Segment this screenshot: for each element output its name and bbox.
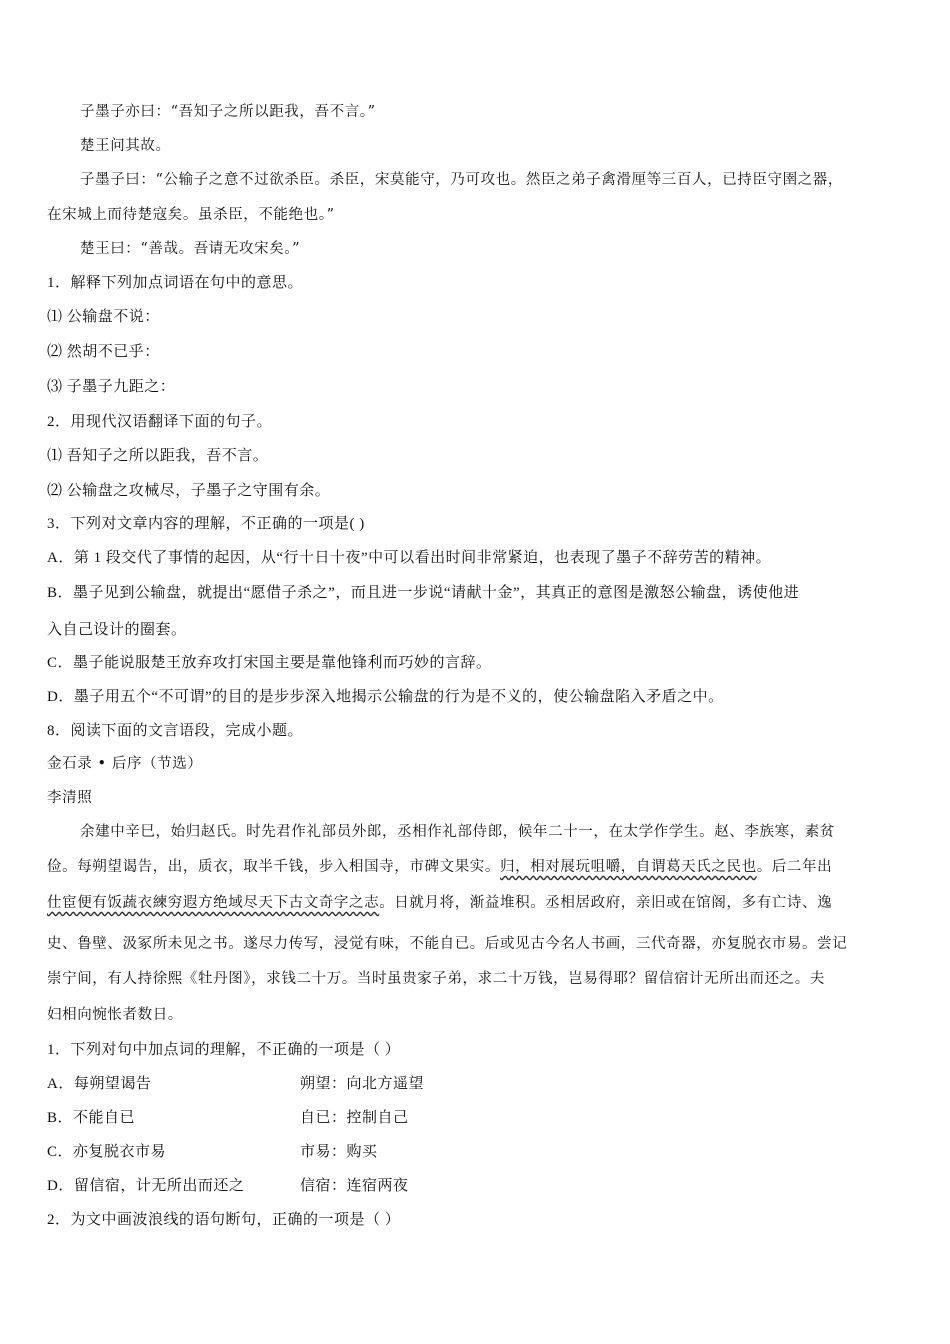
passage-line-2	[47, 856, 832, 878]
passage-line-2-end: 。后二年出	[756, 859, 833, 875]
question-1-item-2: ⑵ 然胡不已乎：	[47, 344, 160, 360]
sub-question-1-title: 1．下列对句中加点词的理解，不正确的一项是（ ）	[47, 1042, 401, 1058]
passage-line-6: 妇相向惋怅者数日。	[47, 1007, 183, 1023]
question-3-option-b-line-1: B．墨子见到公输盘，就提出“愿借子杀之”，而且进一步说“请献十金”，其真正的意图是激怒公输盘，诱使他进	[47, 585, 800, 601]
dialogue-line-4: 在宋城上而待楚寇矣。虽杀臣，不能绝也。”	[47, 207, 335, 223]
sub-question-1-option-d-left: D．留信宿，计无所出而还之	[47, 1178, 245, 1194]
sub-question-1-option-b-left: B．不能自已	[47, 1110, 136, 1126]
question-1-item-3: ⑶ 子墨子九距之：	[47, 379, 176, 395]
question-1-item-1: ⑴ 公输盘不说：	[47, 309, 160, 325]
sub-question-1-option-c-right: 市易：购买	[300, 1144, 378, 1160]
sub-question-2-title: 2．为文中画波浪线的语句断句，正确的一项是（ ）	[47, 1212, 401, 1228]
question-3-title: 3．下列对文章内容的理解，不正确的一项是( )	[47, 516, 365, 532]
question-3-option-b-line-2: 入自己设计的圈套。	[47, 622, 187, 638]
question-3-option-a: A．第 1 段交代了事情的起因，从“行十日十夜”中可以看出时间非常紧迫，也表现了墨子不辞劳苦的精神。	[47, 550, 772, 566]
question-2-item-2: ⑵ 公输盘之攻械尽，子墨子之守围有余。	[47, 483, 331, 499]
question-1-title: 1．解释下列加点词语在句中的意思。	[47, 275, 304, 291]
dialogue-line-2: 楚王问其故。	[80, 138, 171, 154]
passage-line-3	[47, 892, 832, 914]
passage-line-2-start: 俭。每朔望谒告，出，质衣，取半千钱，步入相国寺，市碑文果实。	[47, 859, 500, 875]
question-3-option-d: D．墨子用五个“不可谓”的目的是步步深入地揭示公输盘的行为是不义的，使公输盘陷入矛盾之中。	[47, 689, 724, 705]
sub-question-1-option-b-right: 自已：控制自己	[300, 1110, 409, 1126]
dialogue-line-1: 子墨子亦曰：“吾知子之所以距我，吾不言。”	[80, 104, 376, 120]
sub-question-1-option-a-left: A．每朔望谒告	[47, 1076, 152, 1092]
sub-question-1-option-a-right: 朔望：向北方遥望	[300, 1076, 425, 1092]
sub-question-1-option-d-right: 信宿：连宿两夜	[300, 1178, 409, 1194]
wavy-underlined-sentence-part-2: 仕宦便有饭蔬衣練穷遐方绝域尽天下古文奇字之志	[47, 895, 380, 911]
question-2-item-1: ⑴ 吾知子之所以距我，吾不言。	[47, 448, 269, 464]
passage-line-1: 余建中辛巳，始归赵氏。时先君作礼部员外郎，丞相作礼部侍郎，候年二十一，在太学作学生。赵、李族寒，素贫	[80, 824, 835, 840]
passage-line-5: 崇宁间，有人持徐熙《牡丹图》，求钱二十万。当时虽贵家子弟，求二十万钱，岂易得耶？留信宿计无所出而还之。夫	[47, 971, 825, 987]
question-8-title: 8．阅读下面的文言语段，完成小题。	[47, 723, 304, 739]
passage-line-4: 史、鲁壁、汲冢所未见之书。遂尽力传写，浸觉有味，不能自已。后或见古今名人书画，三代奇器，亦复脱衣市易。尝记	[47, 936, 848, 952]
work-title: 金石录 • 后序（节选）	[47, 756, 203, 772]
sub-question-1-option-c-left: C．亦复脱衣市易	[47, 1144, 167, 1160]
passage-line-3-end: 。日就月将，渐益堆积。丞相居政府，亲旧或在馆阁，多有亡诗、逸	[379, 895, 833, 911]
dialogue-line-3: 子墨子曰：“公输子之意不过欲杀臣。杀臣，宋莫能守，乃可攻也。然臣之弟子禽滑厘等三百人，已持臣守圉之器，	[80, 172, 844, 188]
wavy-underlined-sentence-part-1: 归，相对展玩咀嚼，自谓葛天氏之民也	[500, 859, 757, 875]
author: 李清照	[47, 790, 93, 806]
question-2-title: 2．用现代汉语翻译下面的句子。	[47, 414, 273, 430]
dialogue-line-5: 楚王曰：“善哉。吾请无攻宋矣。”	[80, 241, 301, 257]
question-3-option-c: C．墨子能说服楚王放弃攻打宋国主要是靠他锋利而巧妙的言辞。	[47, 655, 492, 671]
